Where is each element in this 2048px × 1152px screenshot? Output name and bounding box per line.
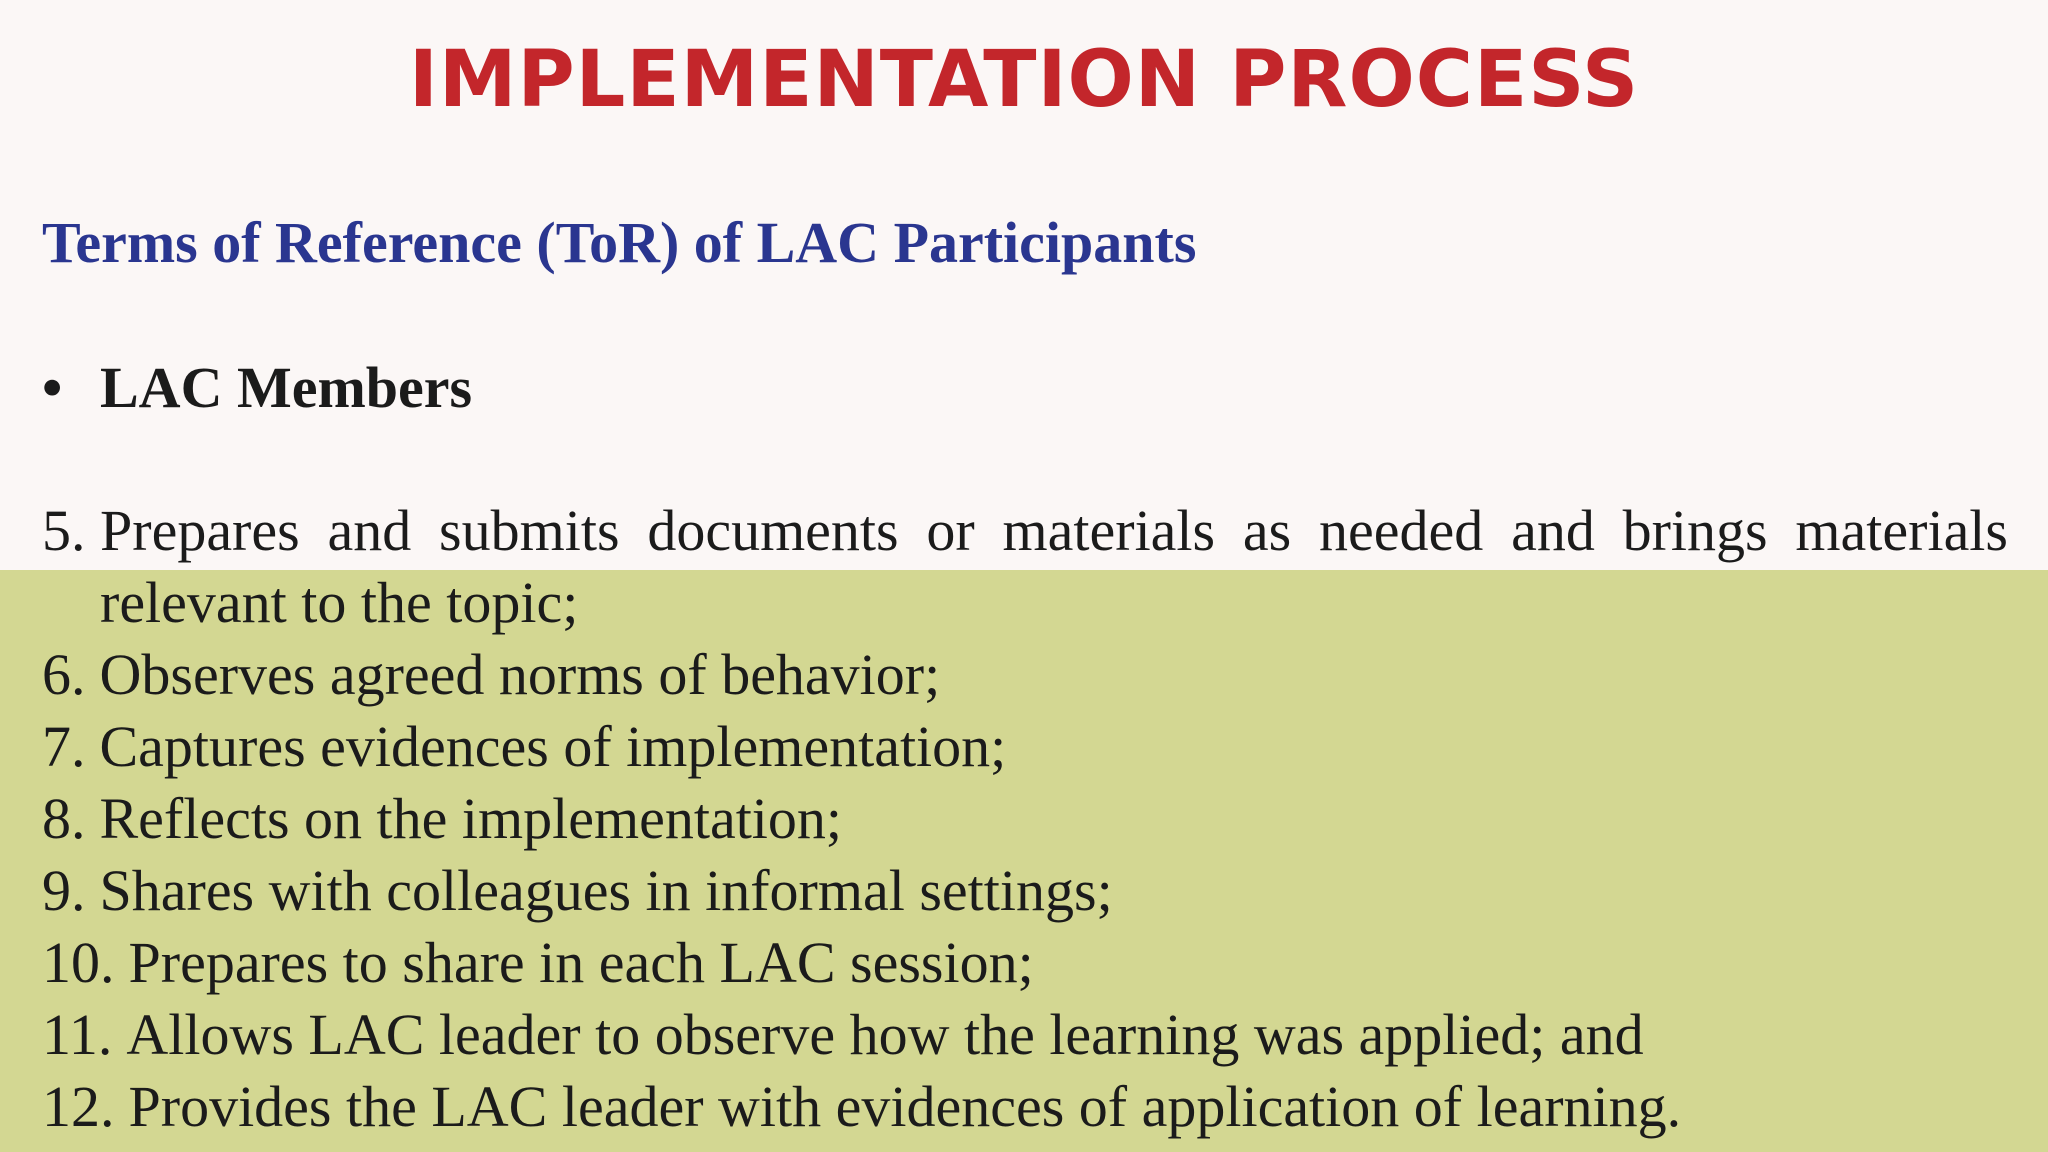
list-item-number: 5. — [42, 498, 86, 563]
tor-list — [42, 495, 2008, 1143]
list-item-text: Shares with colleagues in informal settings; — [99, 858, 1113, 923]
list-item-text: Captures evidences of implementation; — [99, 714, 1007, 779]
list-item-text: Reflects on the implementation; — [99, 786, 843, 851]
bullet-label: LAC Members — [100, 355, 473, 420]
list-item-number: 6. — [42, 642, 86, 707]
list-item — [42, 639, 2008, 711]
list-item — [42, 999, 2008, 1071]
list-item-number: 8. — [42, 786, 86, 851]
list-item-number: 10. — [42, 930, 115, 995]
list-item-number: 12. — [42, 1074, 115, 1139]
list-item-text: Prepares and submits documents or materials as needed and brings materials relevant to the topic; — [100, 498, 2008, 635]
list-item-text: Prepares to share in each LAC session; — [128, 930, 1034, 995]
list-item — [42, 927, 2008, 999]
list-item — [42, 855, 2008, 927]
list-item — [42, 495, 2008, 639]
list-item-text: Allows LAC leader to observe how the learning was applied; and — [126, 1002, 1644, 1067]
list-item-number: 11. — [42, 1002, 113, 1067]
list-item-number: 7. — [42, 714, 86, 779]
list-item-number: 9. — [42, 858, 86, 923]
bullet-heading — [42, 353, 472, 423]
slide-subtitle: Terms of Reference (ToR) of LAC Participants — [42, 210, 1197, 275]
bullet-icon: • — [42, 355, 63, 420]
list-item — [42, 1071, 2008, 1143]
slide-title: IMPLEMENTATION PROCESS — [408, 35, 1640, 125]
list-item-text: Provides the LAC leader with evidences of application of learning. — [128, 1074, 1682, 1139]
list-item — [42, 711, 2008, 783]
list-item — [42, 783, 2008, 855]
list-item-text: Observes agreed norms of behavior; — [99, 642, 941, 707]
